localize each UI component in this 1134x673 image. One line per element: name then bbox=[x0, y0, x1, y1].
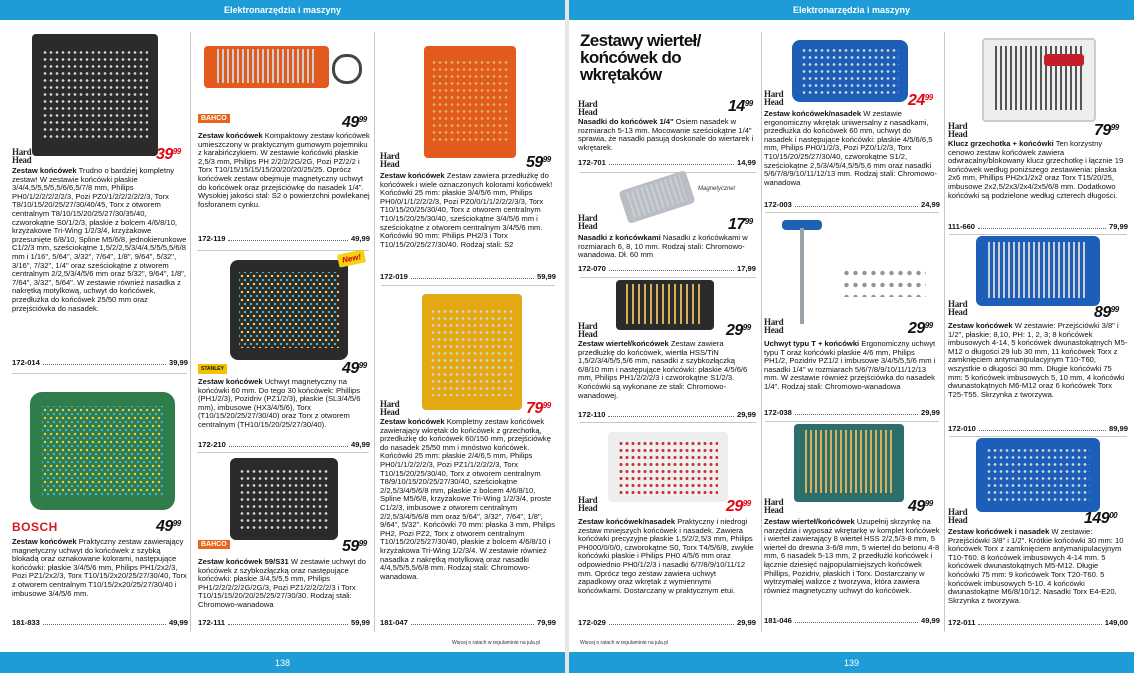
price-integer: 149 bbox=[1084, 510, 1110, 527]
product-code-line bbox=[198, 618, 370, 627]
product-code: 172-011 bbox=[948, 618, 976, 627]
price-integer: 14 bbox=[728, 98, 745, 115]
product-description bbox=[764, 110, 940, 187]
product-code: 111-660 bbox=[948, 222, 976, 231]
product-description bbox=[764, 340, 940, 392]
header-title-left: Elektronarzędzia i maszyny bbox=[223, 5, 342, 15]
product-card-172-019[interactable] bbox=[380, 28, 556, 284]
product-description bbox=[198, 558, 370, 610]
bahco-bit-holder-image bbox=[204, 46, 329, 88]
product-title: Zestaw końcówek bbox=[380, 171, 445, 180]
column-divider bbox=[374, 32, 375, 632]
brand-logo-hard-head: Hard Head bbox=[948, 121, 968, 139]
price-tag bbox=[342, 114, 367, 132]
product-code: 172-210 bbox=[198, 440, 226, 449]
price-integer: 49 bbox=[908, 498, 925, 515]
product-card-181-833[interactable] bbox=[10, 380, 186, 630]
price-integer: 24 bbox=[908, 92, 925, 109]
price-integer: 59 bbox=[342, 538, 359, 555]
product-description bbox=[578, 234, 756, 260]
product-title: Zestaw końcówek 59/S31 bbox=[198, 557, 289, 566]
product-desc-text: Ten korzystny cenowo zestaw końcówek zawiera odwracalny/blokowany klucz grzechotkę i łącznie 19 końcówek według poniższego zestawienia: płaska 2x6 mm, Phillips PH2x1/2x2 oraz Torx T15/20/25, imbusowe 2x2,5/2x3/2x4/2x5/6/8 mm. Dodatkowo końcówki są podzielone według czterech długości. bbox=[948, 139, 1124, 200]
product-code-line bbox=[578, 158, 756, 167]
price-integer: 59 bbox=[526, 154, 543, 171]
product-card-172-119[interactable] bbox=[196, 28, 370, 250]
blue-bit-socket-case-image bbox=[976, 438, 1100, 512]
product-card-172-003[interactable] bbox=[764, 28, 940, 212]
product-code: 172-701 bbox=[578, 158, 606, 167]
product-code-price: 39,99 bbox=[168, 358, 188, 367]
product-code-price: 24,99 bbox=[920, 200, 940, 209]
product-description bbox=[380, 172, 556, 249]
price-integer: 49 bbox=[342, 360, 359, 377]
product-code-price: 29,99 bbox=[736, 410, 756, 419]
brand-logo-hard-head: Hard Head bbox=[948, 507, 968, 525]
separator bbox=[197, 452, 369, 453]
product-code: 172-019 bbox=[380, 272, 408, 281]
product-description bbox=[12, 538, 188, 598]
product-description bbox=[380, 418, 556, 581]
bahco-bit-case-image bbox=[230, 458, 338, 540]
yellow-bit-case-image bbox=[422, 294, 522, 410]
separator bbox=[197, 250, 369, 251]
product-code-line bbox=[380, 618, 556, 627]
price-integer: 79 bbox=[526, 400, 543, 417]
product-code: 181-047 bbox=[380, 618, 408, 627]
price-cents: 99 bbox=[358, 539, 367, 548]
product-description bbox=[12, 167, 188, 313]
price-cents: 99 bbox=[744, 99, 753, 108]
product-description bbox=[578, 118, 756, 152]
product-title: Uchwyt typu T + końcówki bbox=[764, 339, 860, 348]
separator bbox=[949, 234, 1127, 235]
product-code: 181-833 bbox=[12, 618, 40, 627]
product-code-line bbox=[12, 358, 188, 367]
price-cents: 99 bbox=[542, 155, 551, 164]
price-tag bbox=[342, 360, 367, 378]
product-code-line bbox=[380, 272, 556, 281]
product-code-price: 14,99 bbox=[736, 158, 756, 167]
brand-logo-hard-head: Hard Head bbox=[578, 495, 598, 513]
product-title: Zestaw końcówek bbox=[948, 321, 1013, 330]
product-description bbox=[198, 132, 370, 209]
product-code-price: 89,99 bbox=[1108, 424, 1128, 433]
price-integer: 29 bbox=[908, 320, 925, 337]
product-card-172-070[interactable] bbox=[578, 176, 756, 276]
product-code-line bbox=[764, 408, 940, 417]
product-card-172-011[interactable] bbox=[948, 436, 1128, 632]
separator bbox=[765, 421, 939, 422]
ratchet-screwdriver-set-image bbox=[608, 432, 728, 502]
bosch-bit-case-image bbox=[30, 392, 175, 510]
product-title: Zestaw końcówek bbox=[198, 377, 263, 386]
product-desc-text: Trudno o bardziej kompletny zestaw! W zestawie końcówki płaskie 3/4/4,5/5,5/5,5/6/6,5/7/8 mm, Philips PH0/1/2/2/2/2/2/3, Pozi PZ0/1/2/2/2/2/2/3, Torx T8/10/15/20/25/27/30/40/45, Torx z otworem centralnym T8/10/15/20/25/27/30/35/40, czworokątne S0/1/2/3, płaskie z bolcem 4/6/8/10, krzyżakowe Tri-Wing 1/2/3/4, krzyżakowe przesunięte 6/8/10, Spline M5/6/8, jednokierunkowe C1/2/3 mm, sześciokątne 1,5/2/2,5/3/4/4,5/5/5,5/6/8 mm i 1/16", 5/64", 3/32", 7/64", 1/8", 9/64", 5/32", 3/16", 7/32", 1/4" oraz sześciokątne z otworem centralnym 2/2,5/3/4/5/6 mm oraz 5/32", 9/64", 1/8", 7/64", 3/32", 5/64". W zestawie również nasadka z nakrętką motylkową, uchwyt do końcówek, przedłużka do końcówek 25/50 mm oraz przejściówka do nasadek. bbox=[12, 166, 187, 313]
blue-bit-case-image bbox=[792, 40, 908, 102]
brand-logo-hard-head: Hard Head bbox=[12, 147, 32, 165]
page-number-left: 138 bbox=[274, 657, 291, 668]
brand-logo-hard-head: Hard Head bbox=[764, 89, 784, 107]
brand-logo-hard-head: Hard Head bbox=[578, 321, 598, 339]
price-integer: 49 bbox=[156, 518, 173, 535]
product-card-172-110[interactable] bbox=[578, 278, 756, 422]
nut-driver-bits-image bbox=[618, 170, 695, 224]
price-tag bbox=[1094, 122, 1119, 140]
product-code-price: 59,99 bbox=[536, 272, 556, 281]
footer-bar-left bbox=[0, 652, 565, 673]
price-cents: 99 bbox=[924, 321, 933, 330]
drill-and-bit-case-image bbox=[794, 424, 904, 502]
price-cents: 99 bbox=[542, 401, 551, 410]
product-card-172-029[interactable] bbox=[578, 424, 756, 632]
product-card-172-701[interactable] bbox=[578, 94, 756, 170]
brand-logo-hard-head: Hard Head bbox=[764, 497, 784, 515]
product-title: Zestaw wierteł/końcówek bbox=[764, 517, 855, 526]
brand-logo-stanley: STANLEY bbox=[198, 364, 227, 374]
product-card-181-047[interactable] bbox=[380, 288, 556, 630]
product-code-price: 49,99 bbox=[920, 616, 940, 625]
product-code-line bbox=[764, 616, 940, 625]
ratchet-bit-case-image bbox=[982, 38, 1096, 122]
product-description bbox=[948, 322, 1128, 399]
product-desc-text: W zestawie: Przejściówki 3/8" i 1/2", płaskie: 8,10, PH: 1, 2, 3; 8 końcówek imbusowych 4-14, 5 końcówek dwunastokątnych M5-M12 o długości 29 lub 30 mm, 11 końcówek Torx z zamknięciem antymanipulacyjnym T10-T60, wszystkie o długości 30 mm. Długie końcówki 75 mm: 5 końcówek imbusowych 5, 10 mm, 4 końcówki dwunastokątnych M6-M12 oraz 6 końcówek Torx T25-T55. Skrzynka z tworzywa. bbox=[948, 321, 1128, 399]
product-code-line bbox=[948, 222, 1128, 231]
column-divider bbox=[944, 32, 945, 632]
blue-bit-case-image bbox=[976, 236, 1100, 306]
brand-logo-bosch: BOSCH bbox=[12, 520, 58, 534]
bit-set-image bbox=[32, 34, 158, 156]
product-description bbox=[578, 340, 756, 400]
brand-logo-hard-head: Hard Head bbox=[380, 399, 400, 417]
price-tag bbox=[526, 400, 551, 418]
product-code: 172-014 bbox=[12, 358, 40, 367]
product-desc-text: Osiem nasadek w rozmiarach 5-13 mm. Mocowanie sześciokątne 1/4" sprawia, że nasadki pasują doskonale do wiertarek i wkrętarek. bbox=[578, 117, 754, 152]
product-code: 172-111 bbox=[198, 618, 226, 627]
price-cents: 99 bbox=[1110, 123, 1119, 132]
product-description bbox=[764, 518, 940, 595]
product-code-line bbox=[198, 234, 370, 243]
product-desc-text: W zestawie ergonomiczny wkrętak uniwersalny z nasadkami, przedłużka do końcówek 60 mm, uchwyt do nasadek i następujące końcówki: płaskie 4/5/6/6,5 mm, Philips PH0/1/2/3, Pozi PZ0/1/2/3, Torx T10/15/20/25/27/30/40, czworokątne S1/2, sześciokątne 2,5/3/4/5/4,5/5/5,6 mm oraz nasadki 5/6/7/8/9/10/11/12/13 mm. Rodzaj stali: Chromowo-wanadowa bbox=[764, 109, 937, 187]
installment-footnote: Więcej o ratach w regulaminie na jula.pl bbox=[580, 640, 669, 646]
product-title: Nasadki z końcówkami bbox=[578, 233, 661, 242]
price-tag bbox=[728, 216, 753, 234]
product-title: Klucz grzechotka + końcówki bbox=[948, 139, 1054, 148]
column-divider bbox=[761, 32, 762, 632]
product-code: 172-029 bbox=[578, 618, 606, 627]
product-title: Zestaw wierteł/końcówek bbox=[578, 339, 669, 348]
product-card-172-038[interactable] bbox=[764, 212, 940, 422]
brand-logo-hard-head: Hard Head bbox=[948, 299, 968, 317]
product-code-price: 29,99 bbox=[920, 408, 940, 417]
product-code: 172-003 bbox=[764, 200, 792, 209]
column-divider bbox=[190, 32, 191, 632]
product-code-line bbox=[578, 264, 756, 273]
product-card-172-210[interactable] bbox=[196, 252, 370, 452]
price-tag bbox=[908, 498, 933, 516]
product-code-price: 29,99 bbox=[736, 618, 756, 627]
product-title: Zestaw końcówek/nasadek bbox=[578, 517, 676, 526]
price-tag bbox=[908, 92, 933, 110]
product-desc-text: Uzupełnij skrzynkę na narzędzia i wyposaż wkrętarkę w komplet końcówek i wierteł zawierający 8 wierteł HSS 2/2,5/3-8 mm, 5 wierteł do drewna 3-6/8 mm, 5 wierteł do betonu 4-8 mm, 6 nasadek 5-13 mm, 2 przedłużki końcówek i łącznie dziesięć najpopularniejszych końcówek Phillips, Pozidriv, płaskich i Torx. Dostarczany w wytrzymałej walizce z tworzywa, która zawiera również magnetyczny uchwyt do końcówek. bbox=[764, 517, 940, 595]
product-desc-text: Uchwyt magnetyczny na końcówki 60 mm. Do tego 30 końcówek: Phillips (PH1/2/3), Pozidriv (PZ1/2/3), płaskie (SL3/4/5/6 mm), imbusowe (HX3/4/5/6), Torx (T10/15/20/25/27/30/40) oraz Torx z otworem centralnym (TH10/15/20/25/27/30/40). bbox=[198, 377, 361, 429]
separator bbox=[12, 373, 187, 374]
product-desc-text: Zestaw zawiera przedłużkę do końcówek, wiertła HSS/TiN 1,5/2/3/4/5/5,5/6 mm, nasadki z szybkozłączką 6/8/10 mm i następujące końcówki: płaskie 4/5/6/6 mm, Philips PH1/2/2/2/3 i czworokątne S1/2/3. Końcówki są wykonane ze stali: Chromowo-wanadowej. bbox=[578, 339, 748, 400]
product-code: 172-010 bbox=[948, 424, 976, 433]
price-integer: 89 bbox=[1094, 304, 1111, 321]
header-bar-left bbox=[0, 0, 565, 20]
brand-logo-hard-head: Hard Head bbox=[578, 213, 598, 231]
product-desc-text: Kompaktowy zestaw końcówek umieszczony w praktycznym gumowym pojemniku z karabińczykiem. W zestawie końcówki płaskie 2,5/3 mm, Philips PH 2/2/2/2G/2G, Pozi PZ/2/2 i Torx T10/15/15/15/15/20/20/20/25/25. Oprócz końcówek zestaw obejmuje magnetyczny uchwyt do końcówek oraz przejściówkę do nasadek 1/4". Wysokiej jakości stal: S2 o powierzchni powlekanej fosforanem cynku. bbox=[198, 131, 370, 209]
product-title: Zestaw końcówek bbox=[12, 537, 77, 546]
product-card-172-010[interactable] bbox=[948, 236, 1128, 436]
brand-logo-bahco: BAHCO bbox=[198, 114, 230, 123]
header-title-right: Elektronarzędzia i maszyny bbox=[792, 5, 911, 15]
product-description bbox=[948, 140, 1128, 200]
product-code-line bbox=[12, 618, 188, 627]
product-code-line bbox=[198, 440, 370, 449]
product-title: Nasadki do końcówek 1/4" bbox=[578, 117, 674, 126]
price-cents: 99 bbox=[172, 519, 181, 528]
separator bbox=[580, 422, 756, 423]
price-integer: 29 bbox=[726, 322, 743, 339]
product-code-line bbox=[948, 618, 1128, 627]
t-handle-image bbox=[782, 216, 822, 326]
product-code-price: 49,99 bbox=[168, 618, 188, 627]
price-integer: 49 bbox=[342, 114, 359, 131]
product-code-line bbox=[578, 618, 756, 627]
price-integer: 79 bbox=[1094, 122, 1111, 139]
price-cents: 99 bbox=[172, 147, 181, 156]
product-title: Zestaw końcówek bbox=[198, 131, 263, 140]
product-desc-text: Praktyczny zestaw zawierający magnetyczny uchwyt do końcówek z szybką blokadą oraz oznakowane kolorami, następujące końcówki: płaskie 3/4/5/6 mm, Philips PH1/2x2/3, Pozi PZ1/2x2/3, Torx T10/15/2x20/25/27/30/40, Torx z otworem centralnym T10/15/2x20/25/27/30/40 i imbusowe 3/4/5/6 mm. bbox=[12, 537, 187, 598]
product-desc-text: Praktyczny i niedrogi zestaw mniejszych końcówek i nasadek. Zawiera końcówki precyzyjne płaskie 1,5/2/2,5/3 mm, Philips PH000/0/0/0, czworokątne S0, Torx T4/5/6/8, zwykłe końcówki płaskie i Philips PH0 4/5/6 mm oraz odpowiednio PH0/1/2/3 i nasadki 6/7/8/9/10/11/12 mm. Oprócz tego zestaw zawiera uchwyt zapadkowy oraz wkrętak z wymiennymi końcówkami. Dostarczany w praktycznym etui. bbox=[578, 517, 754, 595]
price-tag bbox=[342, 538, 367, 556]
product-desc-text: Ergonomiczny uchwyt typu T oraz końcówki płaskie 4/6 mm, Philips PH1/2, Pozidriv PZ1/2 i imbusowe 3/4/5/5,5/6 mm i nasadki 1/4" w rozmiarach 5/6/7/8/9/10/11/12/13 mm. W zestawie również przejściówka do nasadek 1/4". Rodzaj stali: Chromowo-wanadowa bbox=[764, 339, 936, 391]
product-desc-text: Zestaw zawiera przedłużkę do końcówek i wiele oznaczonych kolorami końcówek! Końcówki 25 mm: płaskie 3/4/5/6 mm, Philips PH0/0/1/1/2/2/2/3, Pozi PZ0/0/1/1/2/2/2/3/3, Torx T10/15/20/25/30/40, Torx z otworem centralnym T10/15/20/25/30/40, sześciokątne 3/4/5/6 mm i sześciokątne z otworem centralnym 3/4/5/6 mm. Końcówki 90 mm: Philips PH2/3 i Torx T10/15/20/25/27/30/40. Rodzaj stali: S2 bbox=[380, 171, 553, 249]
product-code-price: 17,99 bbox=[736, 264, 756, 273]
price-cents: 99 bbox=[924, 499, 933, 508]
drill-bit-case-image bbox=[616, 280, 714, 330]
product-card-172-014[interactable] bbox=[10, 28, 186, 373]
product-title: Zestaw końcówek bbox=[380, 417, 445, 426]
stanley-bit-case-image bbox=[230, 260, 348, 360]
brand-logo-hard-head: Hard Head bbox=[380, 151, 400, 169]
price-tag bbox=[726, 498, 751, 516]
product-card-172-111[interactable] bbox=[196, 454, 370, 630]
price-tag bbox=[908, 320, 933, 338]
product-card-181-046[interactable] bbox=[764, 424, 940, 630]
product-desc-text: W zestawie uchwyt do końcówek z szybkozłączką oraz następujące końcówki: płaskie 3/4,5/5,5 mm, Philips PH1/2/2/2/2/2G/2G/3, Pozi PZ1/2/2/2/2/3 i Torx T10/15/15/20/20/25/25/27/30/30. Rodzaj stali: Chromowo-wanadowa bbox=[198, 557, 366, 609]
brand-logo-hard-head: Hard Head bbox=[578, 99, 598, 117]
product-description bbox=[948, 528, 1128, 605]
product-code-price: 79,99 bbox=[536, 618, 556, 627]
product-desc-text: Kompletny zestaw końcówek zawierający wkrętak do końcówek z grzechotką, przedłużkę do końcówek 60/150 mm, przejściówkę do nasadek 25/50 mm i mnóstwo końcówek. Końcówki 25 mm: płaskie 2/4/6,5 mm, Philips PH0/1/1/2/2/2/3, Pozi PZ1/1/2/2/2/3, Torx T10/15/20/25/30/40, Torx z otworem centralnym T8/9/10/15/20/25/27/30/40, sześciokątne 2/2,5/3/4/5/6/8 mm, płaskie z bolcem 4/6/8/10, Spline M5/6/8, krzyżakowe Tri-Wing 1/2/3/4, proste C1/2/3, imbusowe z otworem centralnym 2/2,5/3/4/5/6/8 mm oraz 5/64", 3/32", 7/64", 1/8", 9/64", 5/32". Końcówki 70 mm: płaska 3 mm, Philips PH2, Pozi PZ2, Torx z otworem centralnym T10/15/20/25/27/30/40, płaskie z bolcem 4/6/8/10 i krzyżakowa Tri-Wing 1/2/3/4. W zestawie również nasadka z nakrętką motylkową oraz nasadki 4/4,5/5/5,5/6/8 mm. Rodzaj stali: Chromowo-wanadowa. bbox=[380, 417, 556, 581]
footer-bar-right bbox=[569, 652, 1134, 673]
price-cents: 99 bbox=[742, 499, 751, 508]
product-desc-text: W zestawie: Przejściówki 3/8" i 1/2". Krótkie końcówki 30 mm: 10 końcówek Torx z zamknięciem antymanipulacyjnym T10-T60. 8 końcówek imbusowych 4-14 mm. 5 końcówek dwunastokątnych M5-M12. Długie końcówki 75 mm: 9 końcówek Torx T20-T60. 5 końcówek imbusowych 5-10. 4 końcówki dwunastokątne M6/8/10/12. Nasadki Torx E4-E20. Skrzynka z tworzywa. bbox=[948, 527, 1124, 605]
price-cents: 00 bbox=[1109, 511, 1118, 520]
product-code-price: 49,99 bbox=[350, 234, 370, 243]
price-cents: 99 bbox=[1110, 305, 1119, 314]
header-bar-right bbox=[569, 0, 1134, 20]
product-title: Zestaw końcówek bbox=[12, 166, 77, 175]
new-badge: New! bbox=[337, 249, 366, 267]
brand-logo-bahco: BAHCO bbox=[198, 540, 230, 549]
socket-row-image bbox=[834, 262, 934, 302]
product-code: 172-038 bbox=[764, 408, 792, 417]
magnetic-annotation: Magnetyczne! bbox=[698, 186, 736, 192]
price-integer: 39 bbox=[156, 146, 173, 163]
price-cents: 99 bbox=[924, 93, 933, 102]
separator bbox=[580, 172, 756, 173]
product-code-line bbox=[578, 410, 756, 419]
section-heading: Zestawy wierteł/ końcówek do wkrętaków bbox=[580, 31, 701, 84]
price-integer: 29 bbox=[726, 498, 743, 515]
product-code: 172-110 bbox=[578, 410, 606, 419]
product-desc-text: Nasadki z końcówkami w rozmiarach 6, 8, 10 mm. Rodzaj stali: Chromowo-wanadowa. Dł. 60 mm bbox=[578, 233, 748, 260]
product-code: 181-046 bbox=[764, 616, 792, 625]
price-cents: 99 bbox=[742, 323, 751, 332]
price-tag bbox=[726, 322, 751, 340]
price-tag bbox=[728, 98, 753, 116]
price-cents: 99 bbox=[358, 361, 367, 370]
price-cents: 99 bbox=[358, 115, 367, 124]
price-tag bbox=[526, 154, 551, 172]
price-integer: 17 bbox=[728, 216, 745, 233]
product-description bbox=[578, 518, 756, 595]
price-cents: 99 bbox=[744, 217, 753, 226]
carabiner-icon bbox=[332, 54, 362, 84]
orange-bit-case-image bbox=[424, 46, 516, 158]
product-code-line bbox=[764, 200, 940, 209]
product-code-price: 79,99 bbox=[1108, 222, 1128, 231]
product-code-price: 49,99 bbox=[350, 440, 370, 449]
page-gutter bbox=[565, 0, 569, 673]
product-code: 172-070 bbox=[578, 264, 606, 273]
product-code-price: 59,99 bbox=[350, 618, 370, 627]
page-number-right: 139 bbox=[843, 657, 860, 668]
price-tag bbox=[1094, 304, 1119, 322]
price-tag bbox=[156, 518, 181, 536]
brand-logo-hard-head: Hard Head bbox=[764, 317, 784, 335]
product-code-line bbox=[948, 424, 1128, 433]
product-code-price: 149,00 bbox=[1104, 618, 1128, 627]
product-title: Zestaw końcówek/nasadek bbox=[764, 109, 862, 118]
price-tag bbox=[156, 146, 181, 164]
separator bbox=[381, 285, 555, 286]
product-card-111-660[interactable] bbox=[948, 28, 1128, 234]
product-title: Zestaw końcówek i nasadek bbox=[948, 527, 1050, 536]
product-code: 172-119 bbox=[198, 234, 226, 243]
installment-footnote: Więcej o ratach w regulaminie na jula.pl bbox=[452, 640, 541, 646]
price-tag bbox=[1084, 510, 1117, 528]
product-description bbox=[198, 378, 370, 430]
